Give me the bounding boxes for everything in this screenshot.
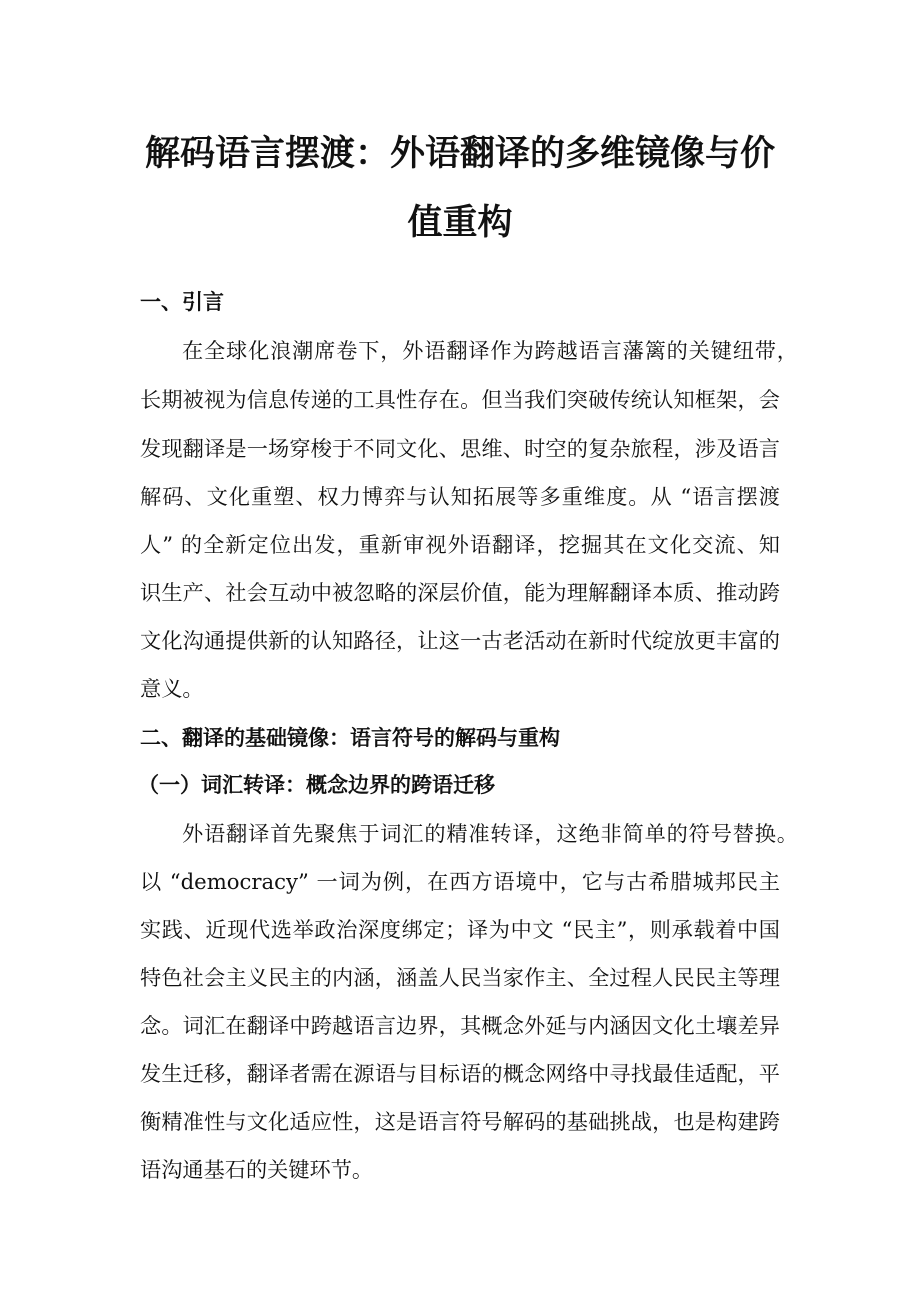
paragraph-line: 衡精准性与文化适应性，这是语言符号解码的基础挑战，也是构建跨: [140, 1109, 780, 1134]
document-title-line-2: 值重构: [407, 203, 513, 243]
document-title-line-1: 解码语言摆渡：外语翻译的多维镜像与价: [144, 134, 775, 174]
paragraph-line: 解码、文化重塑、权力博弈与认知拓展等多重维度。从 “语言摆渡: [140, 484, 780, 509]
paragraph-line: 识生产、社会互动中被忽略的深层价值，能为理解翻译本质、推动跨: [140, 580, 780, 605]
section-heading-translation-basis: 二、翻译的基础镜像：语言符号的解码与重构: [140, 726, 560, 750]
paragraph-line: 发现翻译是一场穿梭于不同文化、思维、时空的复杂旅程，涉及语言: [140, 436, 780, 461]
paragraph-line: 外语翻译首先聚焦于词汇的精准转译，这绝非简单的符号替换。: [182, 821, 798, 846]
section-heading-introduction: 一、引言: [140, 290, 224, 314]
paragraph-line: 发生迁移，翻译者需在源语与目标语的概念网络中寻找最佳适配，平: [140, 1061, 780, 1086]
paragraph-line: 意义。: [140, 676, 204, 701]
paragraph-line: 以 “democracy” 一词为例，在西方语境中，它与古希腊城邦民主: [140, 869, 780, 894]
paragraph-line: 特色社会主义民主的内涵，涵盖人民当家作主、全过程人民民主等理: [140, 965, 780, 990]
paragraph-line: 念。词汇在翻译中跨越语言边界，其概念外延与内涵因文化土壤差异: [140, 1013, 780, 1038]
paragraph-line: 语沟通基石的关键环节。: [140, 1157, 374, 1182]
paragraph-line: 人” 的全新定位出发，重新审视外语翻译，挖掘其在文化交流、知: [140, 532, 780, 557]
paragraph-line: 在全球化浪潮席卷下，外语翻译作为跨越语言藩篱的关键纽带，: [182, 338, 798, 363]
paragraph-line: 文化沟通提供新的认知路径，让这一古老活动在新时代绽放更丰富的: [140, 628, 780, 653]
paragraph-line: 实践、近现代选举政治深度绑定；译为中文 “民主”，则承载着中国: [140, 917, 780, 942]
paragraph-line: 长期被视为信息传递的工具性存在。但当我们突破传统认知框架，会: [140, 387, 780, 412]
subsection-heading-vocabulary: （一）词汇转译：概念边界的跨语迁移: [138, 773, 495, 797]
